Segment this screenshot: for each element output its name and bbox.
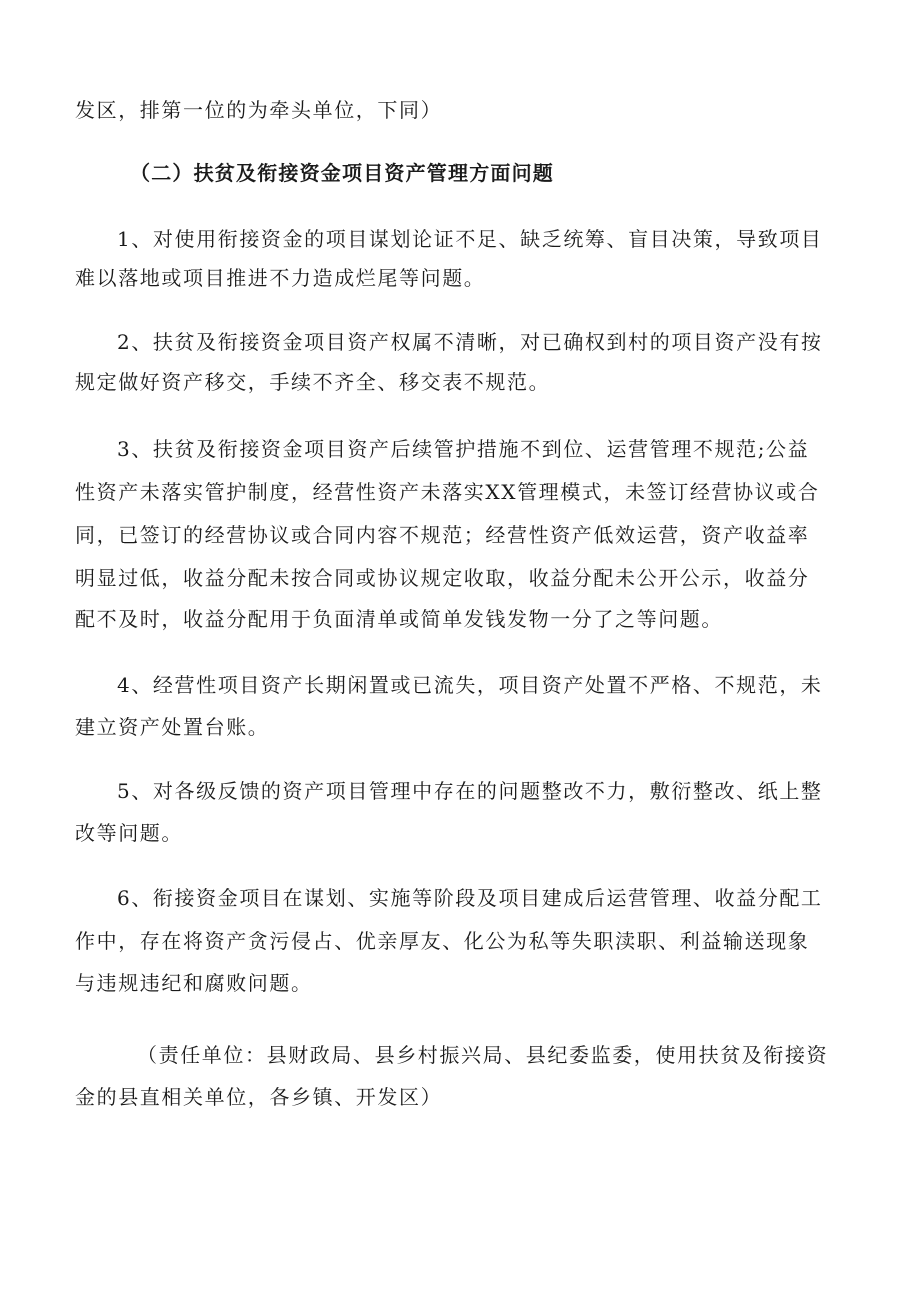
- item-3-line-1: 3、扶贫及衔接资金项目资产后续管护措施不到位、运营管理不规范;公益: [117, 437, 810, 461]
- item-1-line-1: 1、对使用衔接资金的项目谋划论证不足、缺乏统筹、盲目决策，导致项目: [117, 227, 823, 251]
- responsibility-line-2: 金的县直相关单位，各乡镇、开发区）: [75, 1085, 443, 1109]
- item-2-line-1: 2、扶贫及衔接资金项目资产权属不清晰，对已确权到村的项目资产没有按: [117, 330, 823, 354]
- item-6-line-3: 与违规违纪和腐败问题。: [75, 971, 313, 995]
- item-4-line-1: 4、经营性项目资产长期闲置或已流失，项目资产处置不严格、不规范，未: [117, 673, 823, 697]
- item-5-line-1: 5、对各级反馈的资产项目管理中存在的问题整改不力，敷衍整改、纸上整: [117, 779, 823, 803]
- continuation-line: 发区，排第一位的为牵头单位，下同）: [75, 98, 443, 122]
- item-6-line-2: 作中，存在将资产贪污侵占、优亲厚友、化公为私等失职渎职、利益输送现象: [75, 929, 810, 953]
- item-3-line-3: 同，已签订的经营协议或合同内容不规范；经营性资产低效运营，资产收益率: [75, 523, 810, 547]
- item-4-line-2: 建立资产处置台账。: [75, 715, 270, 739]
- responsibility-line-1: （责任单位：县财政局、县乡村振兴局、县纪委监委，使用扶贫及衔接资: [137, 1043, 829, 1067]
- item-1-line-2: 难以落地或项目推进不力造成烂尾等问题。: [75, 266, 486, 290]
- item-3-line-4: 明显过低，收益分配未按合同或协议规定收取，收益分配未公开公示，收益分: [75, 566, 810, 590]
- item-3-line-5: 配不及时，收益分配用于负面清单或简单发钱发物一分了之等问题。: [75, 607, 723, 631]
- item-6-line-1: 6、衔接资金项目在谋划、实施等阶段及项目建成后运营管理、收益分配工: [117, 886, 823, 910]
- item-2-line-2: 规定做好资产移交，手续不齐全、移交表不规范。: [75, 370, 551, 394]
- item-5-line-2: 改等问题。: [75, 821, 183, 845]
- section-heading: （二）扶贫及衔接资金项目资产管理方面问题: [130, 161, 554, 185]
- item-3-line-2: 性资产未落实管护制度，经营性资产未落实XX管理模式，未签订经营协议或合: [75, 480, 820, 504]
